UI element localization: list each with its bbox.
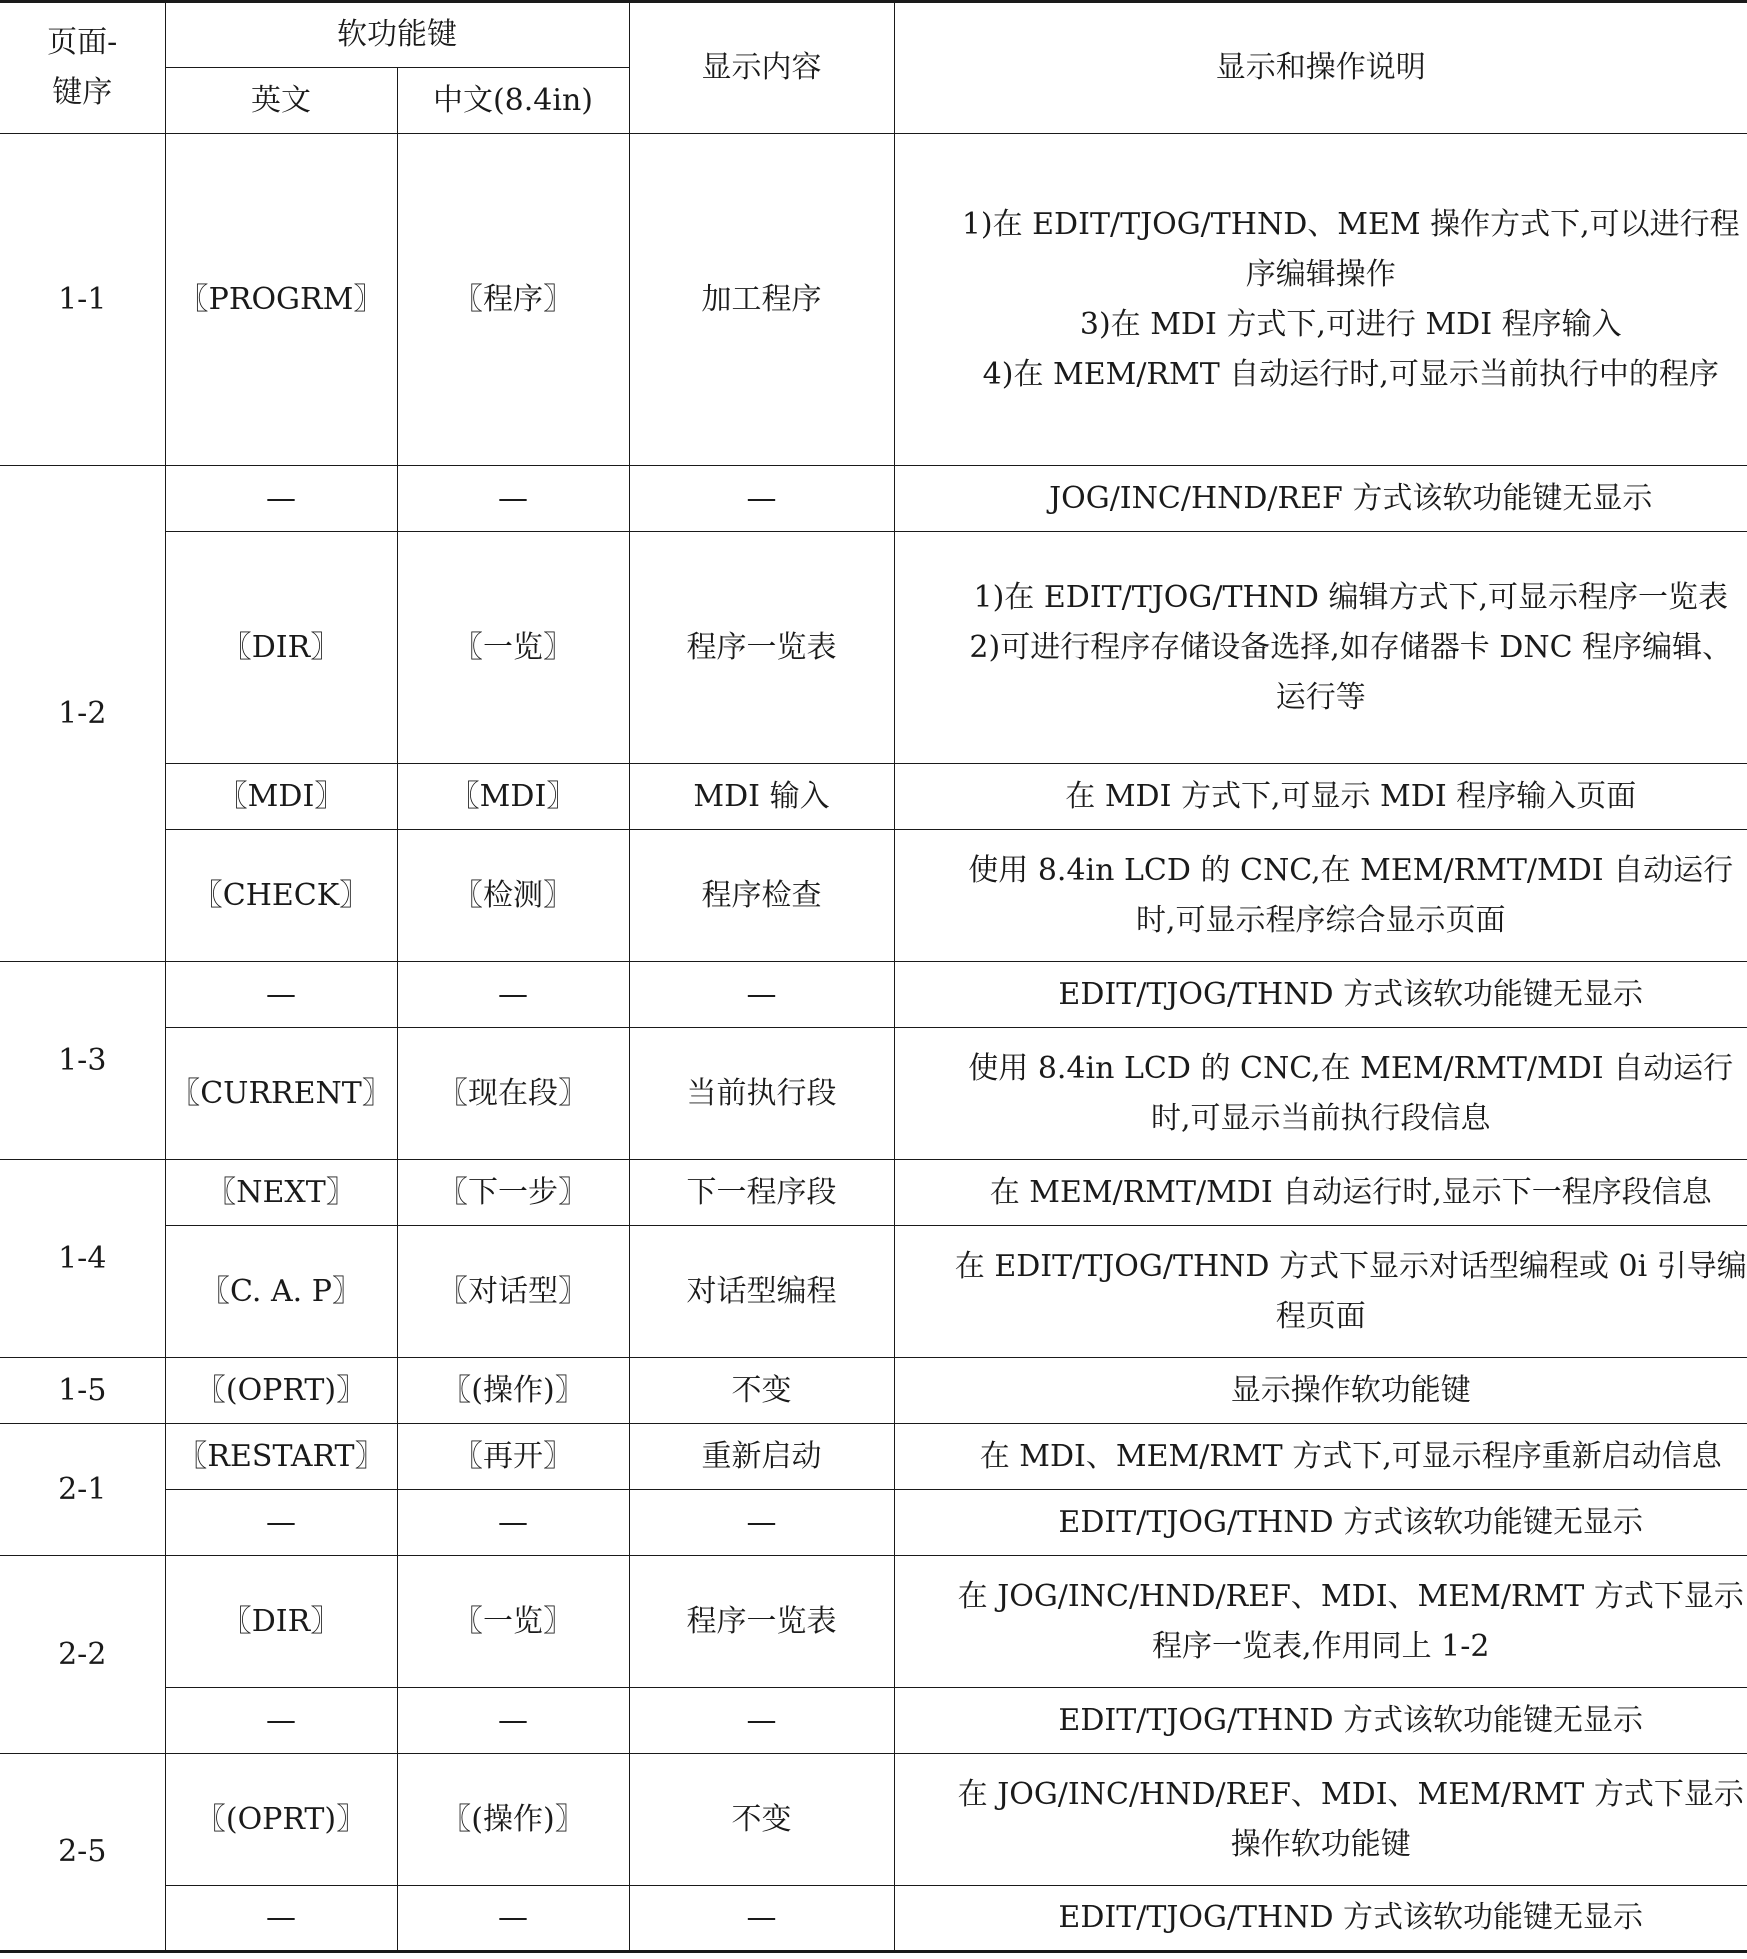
table-row [0, 764, 1747, 830]
description-line: 在 MEM/RMT/MDI 自动运行时,显示下一程序段信息 [989, 1174, 1712, 1210]
header-display: 显示内容 [629, 2, 894, 134]
table-row [0, 1226, 1747, 1358]
description-cell [894, 1886, 1747, 1952]
description-cell [894, 1028, 1747, 1160]
english-key-cell: — [165, 1886, 397, 1952]
table-row [0, 1358, 1747, 1424]
description-line: 1)在 EDIT/TJOG/THND、MEM 操作方式下,可以进行程序编辑操作 [961, 206, 1740, 292]
display-content-cell: 对话型编程 [629, 1226, 894, 1358]
description-cell [894, 1490, 1747, 1556]
description-line: 在 MDI 方式下,可显示 MDI 程序输入页面 [1065, 778, 1637, 814]
description-line: 在 EDIT/TJOG/THND 方式下显示对话型编程或 0i 引导编程页面 [954, 1248, 1747, 1334]
table-row [0, 466, 1747, 532]
display-content-cell: 程序一览表 [629, 1556, 894, 1688]
table-body [0, 134, 1747, 1952]
description-line: 3)在 MDI 方式下,可进行 MDI 程序输入 [1079, 306, 1622, 342]
description-cell [894, 764, 1747, 830]
description-cell [894, 1226, 1747, 1358]
description-line: 1)在 EDIT/TJOG/THND 编辑方式下,可显示程序一览表 [973, 579, 1728, 615]
description-line: EDIT/TJOG/THND 方式该软功能键无显示 [1058, 1900, 1644, 1935]
chinese-key-cell: 〖再开〗 [397, 1424, 629, 1490]
display-content-cell: 程序检查 [629, 830, 894, 962]
page-key-cell: 1-1 [0, 134, 165, 466]
page-key-cell: 1-4 [0, 1160, 165, 1358]
english-key-cell: — [165, 962, 397, 1028]
description-line: EDIT/TJOG/THND 方式该软功能键无显示 [1058, 1504, 1644, 1540]
display-content-cell: — [629, 1688, 894, 1754]
description-line: EDIT/TJOG/THND 方式该软功能键无显示 [1058, 976, 1644, 1012]
chinese-key-cell: 〖一览〗 [397, 532, 629, 764]
table-row [0, 830, 1747, 962]
description-cell [894, 962, 1747, 1028]
chinese-key-cell: 〖对话型〗 [397, 1226, 629, 1358]
header-soft-key: 软功能键 [165, 2, 629, 68]
chinese-key-cell: — [397, 466, 629, 532]
english-key-cell: 〖MDI〗 [165, 764, 397, 830]
table-row [0, 1424, 1747, 1490]
english-key-cell: — [165, 466, 397, 532]
english-key-cell: 〖RESTART〗 [165, 1424, 397, 1490]
description-cell [894, 134, 1747, 466]
description-line: 2)可进行程序存储设备选择,如存储器卡 DNC 程序编辑、运行等 [969, 629, 1733, 715]
description-cell [894, 1688, 1747, 1754]
chinese-key-cell: 〖MDI〗 [397, 764, 629, 830]
table-row [0, 962, 1747, 1028]
english-key-cell: 〖(OPRT)〗 [165, 1754, 397, 1886]
display-content-cell: 不变 [629, 1358, 894, 1424]
description-cell [894, 1358, 1747, 1424]
display-content-cell: 不变 [629, 1754, 894, 1886]
table-row [0, 532, 1747, 764]
table-row [0, 1556, 1747, 1688]
table-row [0, 1160, 1747, 1226]
description-cell [894, 1160, 1747, 1226]
display-content-cell: — [629, 1490, 894, 1556]
page-key-cell: 1-3 [0, 962, 165, 1160]
description-line: 显示操作软功能键 [1230, 1372, 1471, 1408]
english-key-cell: 〖CHECK〗 [165, 830, 397, 962]
english-key-cell: — [165, 1490, 397, 1556]
description-cell [894, 1556, 1747, 1688]
english-key-cell: 〖DIR〗 [165, 1556, 397, 1688]
display-content-cell: 当前执行段 [629, 1028, 894, 1160]
display-content-cell: — [629, 1886, 894, 1952]
chinese-key-cell: 〖一览〗 [397, 1556, 629, 1688]
chinese-key-cell: — [397, 1490, 629, 1556]
table-header [0, 2, 1747, 134]
description-line: 4)在 MEM/RMT 自动运行时,可显示当前执行中的程序 [982, 356, 1719, 392]
description-cell [894, 532, 1747, 764]
table-row [0, 1886, 1747, 1952]
page-key-cell: 1-5 [0, 1358, 165, 1424]
description-cell [894, 830, 1747, 962]
description-line: 使用 8.4in LCD 的 CNC,在 MEM/RMT/MDI 自动运行时,可显示程序综合显示页面 [968, 852, 1734, 938]
description-line: EDIT/TJOG/THND 方式该软功能键无显示 [1058, 1702, 1644, 1738]
chinese-key-cell: 〖程序〗 [397, 134, 629, 466]
chinese-key-cell: 〖检测〗 [397, 830, 629, 962]
chinese-key-cell: 〖现在段〗 [397, 1028, 629, 1160]
page-key-cell: 2-5 [0, 1754, 165, 1952]
display-content-cell: — [629, 466, 894, 532]
header-chinese: 中文(8.4in) [397, 68, 629, 134]
english-key-cell: 〖NEXT〗 [165, 1160, 397, 1226]
description-cell [894, 1424, 1747, 1490]
table-row [0, 1028, 1747, 1160]
display-content-cell: 下一程序段 [629, 1160, 894, 1226]
chinese-key-cell: — [397, 962, 629, 1028]
description-cell [894, 1754, 1747, 1886]
header-page-key-line2: 键序 [52, 75, 113, 110]
page-key-cell: 2-1 [0, 1424, 165, 1556]
page-key-cell: 1-2 [0, 466, 165, 962]
english-key-cell: — [165, 1688, 397, 1754]
english-key-cell: 〖DIR〗 [165, 532, 397, 764]
table-row [0, 1754, 1747, 1886]
page-key-cell: 2-2 [0, 1556, 165, 1754]
chinese-key-cell: — [397, 1688, 629, 1754]
header-description: 显示和操作说明 [894, 2, 1747, 134]
chinese-key-cell: 〖(操作)〗 [397, 1358, 629, 1424]
table-row [0, 1688, 1747, 1754]
description-line: JOG/INC/HND/REF 方式该软功能键无显示 [1049, 480, 1653, 516]
chinese-key-cell: 〖下一步〗 [397, 1160, 629, 1226]
display-content-cell: 重新启动 [629, 1424, 894, 1490]
english-key-cell: 〖PROGRM〗 [165, 134, 397, 466]
table-row [0, 1490, 1747, 1556]
header-page-key-line1: 页面- [47, 25, 118, 60]
description-cell [894, 466, 1747, 532]
header-page-key [0, 2, 165, 134]
english-key-cell: 〖CURRENT〗 [165, 1028, 397, 1160]
english-key-cell: 〖C. A. P〗 [165, 1226, 397, 1358]
description-line: 在 MDI、MEM/RMT 方式下,可显示程序重新启动信息 [979, 1438, 1722, 1474]
description-line: 在 JOG/INC/HND/REF、MDI、MEM/RMT 方式下显示操作软功能键 [957, 1776, 1744, 1862]
chinese-key-cell: — [397, 1886, 629, 1952]
english-key-cell: 〖(OPRT)〗 [165, 1358, 397, 1424]
chinese-key-cell: 〖(操作)〗 [397, 1754, 629, 1886]
table-row [0, 134, 1747, 466]
display-content-cell: 程序一览表 [629, 532, 894, 764]
header-english: 英文 [165, 68, 397, 134]
display-content-cell: 加工程序 [629, 134, 894, 466]
display-content-cell: — [629, 962, 894, 1028]
description-line: 使用 8.4in LCD 的 CNC,在 MEM/RMT/MDI 自动运行时,可显示当前执行段信息 [968, 1050, 1734, 1136]
display-content-cell: MDI 输入 [629, 764, 894, 830]
description-line: 在 JOG/INC/HND/REF、MDI、MEM/RMT 方式下显示程序一览表,作用同上 1-2 [957, 1578, 1744, 1664]
